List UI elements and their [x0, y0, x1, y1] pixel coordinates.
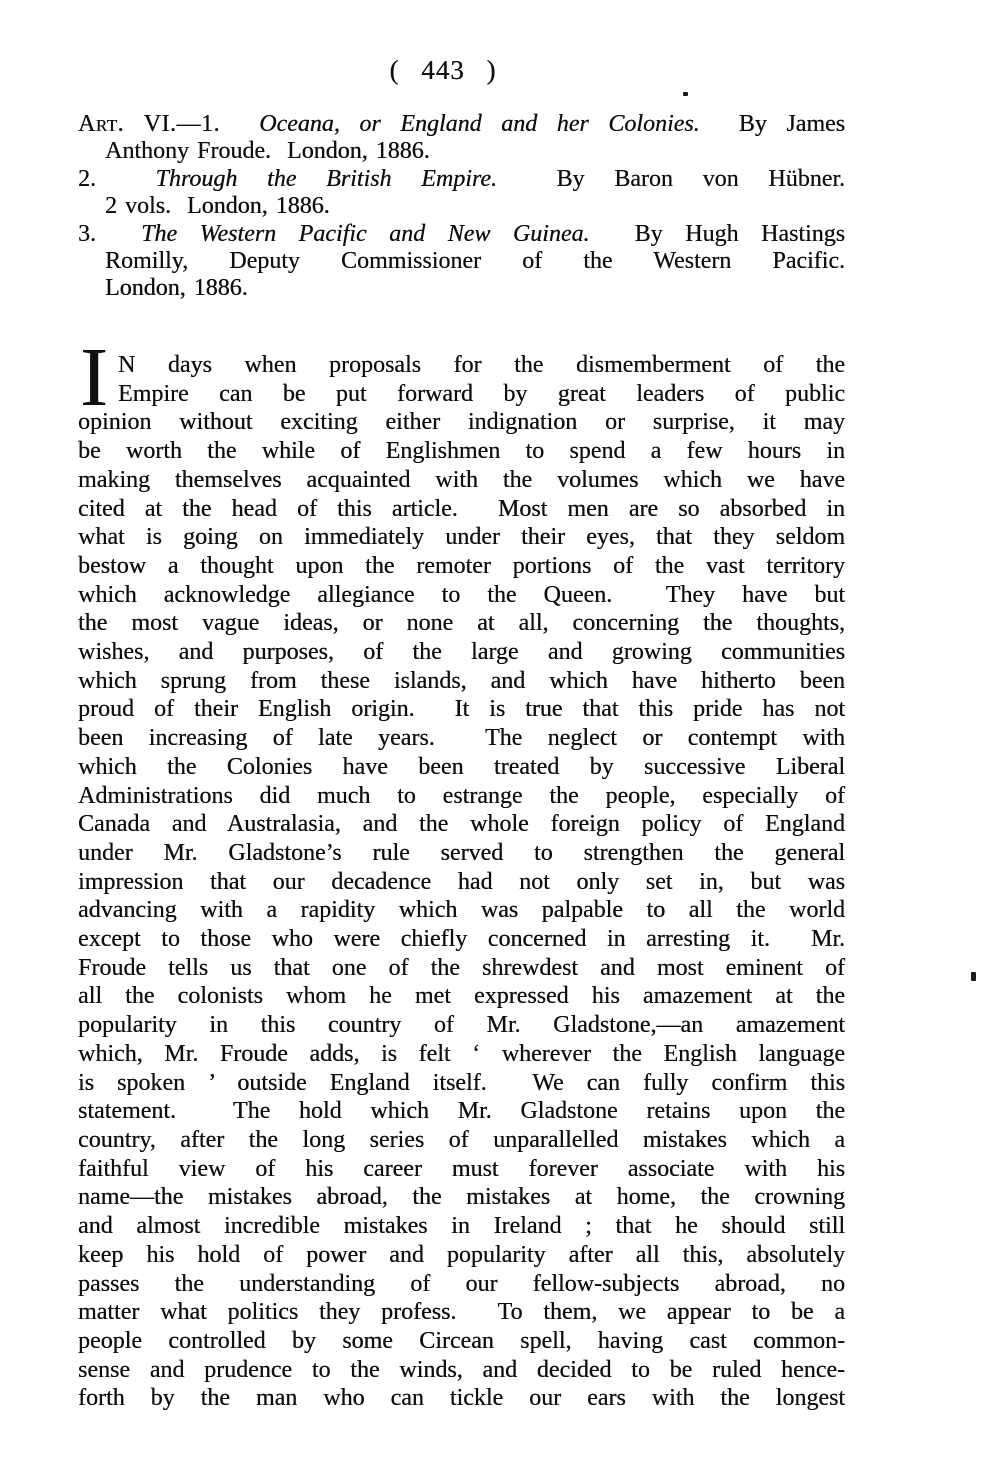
drop-cap-initial: I [80, 331, 108, 424]
body-text-line: which the Colonies have been treated by successive Liberal [78, 753, 845, 780]
body-text-line: all the colonists whom he met expressed his amazement at the [78, 983, 845, 1010]
bibliography-text-plain: By James [699, 111, 845, 137]
body-text-line: matter what politics they profess. To them, we appear to be a [78, 1299, 845, 1326]
bibliography-text-italic: Through the British Empire. [155, 165, 497, 192]
body-text-line: keep his hold of power and popularity after all this, absolutely [78, 1241, 845, 1268]
body-text-line: which, Mr. Froude adds, is felt ‘ wherever the English language [78, 1040, 845, 1067]
bibliography-line [78, 166, 845, 193]
article-body [78, 331, 845, 1413]
body-text-line: popularity in this country of Mr. Gladstone,—an amazement [78, 1012, 845, 1039]
body-text-line: bestow a thought upon the remoter portions of the vast territory [78, 552, 845, 579]
bibliography-text-italic: Oceana, or England and her Colonies. [259, 111, 700, 137]
body-text-line: N days when proposals for the dismemberment of the [117, 352, 845, 378]
body-text-line: which acknowledge allegiance to the Queen. They have but [78, 581, 845, 608]
body-text-line: is spoken ’ outside England itself. We can fully confirm this [78, 1069, 845, 1096]
bibliography-text-plain: 2. [78, 165, 156, 192]
bibliography-text-plain: By Baron von Hübner. [496, 165, 846, 192]
bibliography-line [78, 248, 845, 275]
body-text-line: and almost incredible mistakes in Ireland ; that he should still [78, 1213, 845, 1240]
body-text-line: proud of their English origin. It is true that this pride has not [78, 696, 845, 723]
body-text-line: Empire can be put forward by great leaders of public [117, 380, 845, 407]
bibliography-text-plain: 2 vols. London, 1886. [105, 193, 330, 220]
bibliography-line [78, 193, 845, 220]
body-text-line: country, after the long series of unparallelled mistakes which a [78, 1126, 845, 1153]
bibliography-text-smallcaps: Art. VI.—1. [78, 111, 220, 137]
body-text-line: Administrations did much to estrange the people, especially of [78, 782, 845, 809]
body-text-line: opinion without exciting either indignation or surprise, it may [78, 409, 845, 436]
bibliography-line [78, 275, 845, 302]
body-text-line: people controlled by some Circean spell, having cast common- [78, 1327, 845, 1354]
scan-speck [683, 92, 688, 96]
body-text-line: statement. The hold which Mr. Gladstone retains upon the [78, 1098, 845, 1125]
body-text-line: name—the mistakes abroad, the mistakes at home, the crowning [78, 1184, 845, 1211]
article-bibliography-list [78, 111, 845, 303]
body-text-line: the most vague ideas, or none at all, concerning the thoughts, [78, 610, 845, 637]
body-text-line: impression that our decadence had not only set in, but was [78, 868, 845, 895]
body-text-line: except to those who were chiefly concerned in arresting it. Mr. [78, 926, 845, 953]
bibliography-text-italic: The Western Pacific and New Guinea. [141, 220, 590, 247]
body-text-line: faithful view of his career must forever associate with his [78, 1155, 845, 1182]
bibliography-text-plain: London, 1886. [105, 275, 248, 302]
bibliography-text-plain: 3. [78, 220, 142, 247]
body-text-line: which sprung from these islands, and which have hitherto been [78, 667, 845, 694]
body-text-line: advancing with a rapidity which was palpable to all the world [78, 897, 845, 924]
bibliography-text-plain [220, 111, 259, 137]
body-text-line: forth by the man who can tickle our ears with the longest [78, 1385, 845, 1412]
body-text-line: be worth the while of Englishmen to spend a few hours in [78, 438, 845, 465]
page-number: ( 443 ) [389, 55, 497, 85]
body-text-line: what is going on immediately under their eyes, that they seldom [78, 524, 845, 551]
body-text-line: Froude tells us that one of the shrewdest and most eminent of [78, 954, 845, 981]
body-text-line: Canada and Australasia, and the whole foreign policy of England [78, 811, 845, 838]
bibliography-line [78, 221, 845, 248]
body-text-line: sense and prudence to the winds, and decided to be ruled hence- [78, 1356, 845, 1383]
body-text-line: passes the understanding of our fellow-subjects abroad, no [78, 1270, 845, 1297]
body-text-line: making themselves acquainted with the volumes which we have [78, 466, 845, 493]
bibliography-text-plain: Romilly, Deputy Commissioner of the Western Pacific. [105, 248, 845, 275]
bibliography-text-plain: Anthony Froude. London, 1886. [105, 138, 430, 165]
body-text-line: cited at the head of this article. Most men are so absorbed in [78, 495, 845, 522]
bibliography-line [78, 111, 845, 138]
body-text-line: wishes, and purposes, of the large and growing communities [78, 639, 845, 666]
scan-speck [971, 972, 976, 981]
body-text-line: been increasing of late years. The neglect or contempt with [78, 725, 845, 752]
bibliography-text-plain: By Hugh Hastings [589, 220, 846, 247]
body-text-line: under Mr. Gladstone’s rule served to strengthen the general [78, 839, 845, 866]
bibliography-line [78, 138, 845, 165]
